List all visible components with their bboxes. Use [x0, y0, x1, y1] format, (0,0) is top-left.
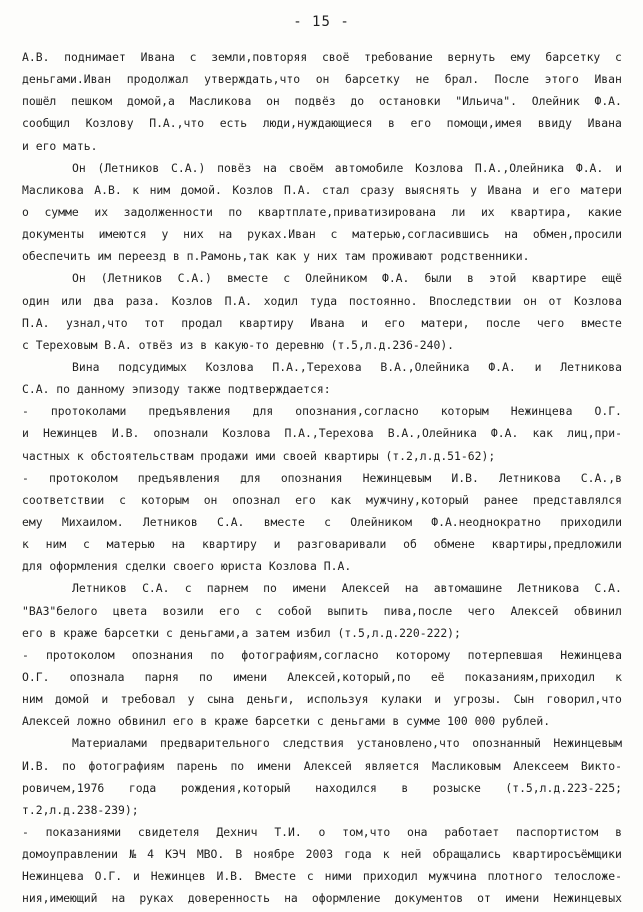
text-line: и Нежинцев И.В. опознали Козлова П.А.,Терехова В.А.,Олейника Ф.А. как лиц,при-: [22, 426, 622, 441]
text-line: Он (Летников С.А.) вместе с Олейником Ф.А. были в этой квартире ещё: [72, 271, 622, 286]
text-line: ния,имеющий на руках доверенность на оформление документов от имени Нежинцевых: [22, 891, 622, 906]
text-line: деньгами.Иван продолжал утверждать,что он барсетку не брал. После этого Иван: [22, 72, 622, 87]
text-line: к ним с матерью на квартиру и разговаривали об обмене квартиры,предложили: [22, 537, 622, 552]
text-line: т.2,л.д.238-239);: [22, 802, 139, 817]
text-line: Материалами предварительного следствия установлено,что опознанный Нежинцевым: [72, 736, 622, 751]
text-line: обеспечить им переезд в п.Рамонь,так как у них там проживают родственники.: [22, 249, 530, 264]
text-line: И.В. по фотографиям парень по имени Алексей является Масликовым Алексеем Викто-: [22, 758, 622, 773]
text-line: ровичем,1976 года рождения,который находился в розыске (т.5,л.д.223-225;: [22, 780, 622, 795]
text-line: Алексей ложно обвинил его в краже барсетки с деньгами в сумме 100 000 рублей.: [22, 714, 551, 729]
text-line: - показаниями свидетеля Дехнич Т.И. о том,что она работает паспортистом в: [22, 824, 622, 839]
text-line: документы имеются у них на руках.Иван с матерью,согласившись на обмен,просили: [22, 227, 622, 242]
text-line: соответствии с которым он опознал его как мужчину,который ранее представлялся: [22, 492, 622, 507]
text-line: Вина подсудимых Козлова П.А.,Терехова В.А.,Олейника Ф.А. и Летникова: [72, 359, 622, 374]
text-line: П.А. узнал,что тот продал квартиру Ивана и его матери, после чего вместе: [22, 315, 622, 330]
text-line: ему Михаилом. Летников С.А. вместе с Олейником Ф.А.неоднократно приходили: [22, 514, 622, 529]
text-line: с Тереховым В.А. отвёз из в какую-то деревню (т.5,л.д.236-240).: [22, 337, 455, 352]
text-line: его в краже барсетки с деньгами,а затем избил (т.5,л.д.220-222);: [22, 625, 461, 640]
text-line: ним домой и требовал у сына деньги, используя кулаки и угрозы. Сын говорил,что: [22, 692, 622, 707]
text-line: "ВАЗ"белого цвета возили его с собой выпить пива,после чего Алексей обвинил: [22, 603, 622, 618]
text-line: - протоколом предъявления для опознания Нежинцевым И.В. Летникова С.А.,в: [22, 470, 622, 485]
text-line: для оформления сделки своего юриста Козлова П.А.: [22, 559, 352, 574]
text-line: пошёл пешком домой,а Масликова он подвёз до остановки "Ильича". Олейник Ф.А.: [22, 94, 622, 109]
text-line: Масликова А.В. к ним домой. Козлов П.А. стал сразу выяснять у Ивана и его матери: [22, 182, 622, 197]
text-line: - протоколами предъявления для опознания,согласно которым Нежинцева О.Г.: [22, 404, 622, 419]
text-line: о сумме их задолженности по квартплате,приватизирована ли их квартира, какие: [22, 204, 622, 219]
text-line: и его мать.: [22, 138, 98, 153]
text-line: О.Г. опознала парня по имени Алексей,который,по её показаниям,приходил к: [22, 669, 622, 684]
text-line: С.А. по данному эпизоду также подтверждается:: [22, 382, 331, 397]
text-line: Нежинцева О.Г. и Нежинцев И.В. Вместе с ними приходил мужчина плотного телосложе-: [22, 869, 622, 884]
text-line: Он (Летников С.А.) повёз на своём автомобиле Козлова П.А.,Олейника Ф.А. и: [72, 160, 622, 175]
text-line: Летников С.А. с парнем по имени Алексей на автомашине Летникова С.А.: [72, 581, 622, 596]
text-line: сообщил Козлову П.А.,что есть люди,нуждающиеся в его помощи,имея ввиду Ивана: [22, 116, 622, 131]
text-line: - протоколом опознания по фотографиям,согласно которому потерпевшая Нежинцева: [22, 647, 622, 662]
text-line: А.В. поднимает Ивана с земли,повторяя своё требование вернуть ему барсетку с: [22, 50, 622, 64]
page-number: - 15 -: [293, 14, 350, 30]
document-body: [22, 46, 622, 909]
text-line: один или два раза. Козлов П.А. ходил туда постоянно. Впоследствии он от Козлова: [22, 293, 622, 308]
text-line: частных к обстоятельствам продажи ими своей квартиры (т.2,л.д.51-62);: [22, 448, 496, 463]
text-line: домоуправлении № 4 КЭЧ МВО. В ноябре 2003 года к ней обращались квартиросъёмщики: [22, 847, 622, 862]
